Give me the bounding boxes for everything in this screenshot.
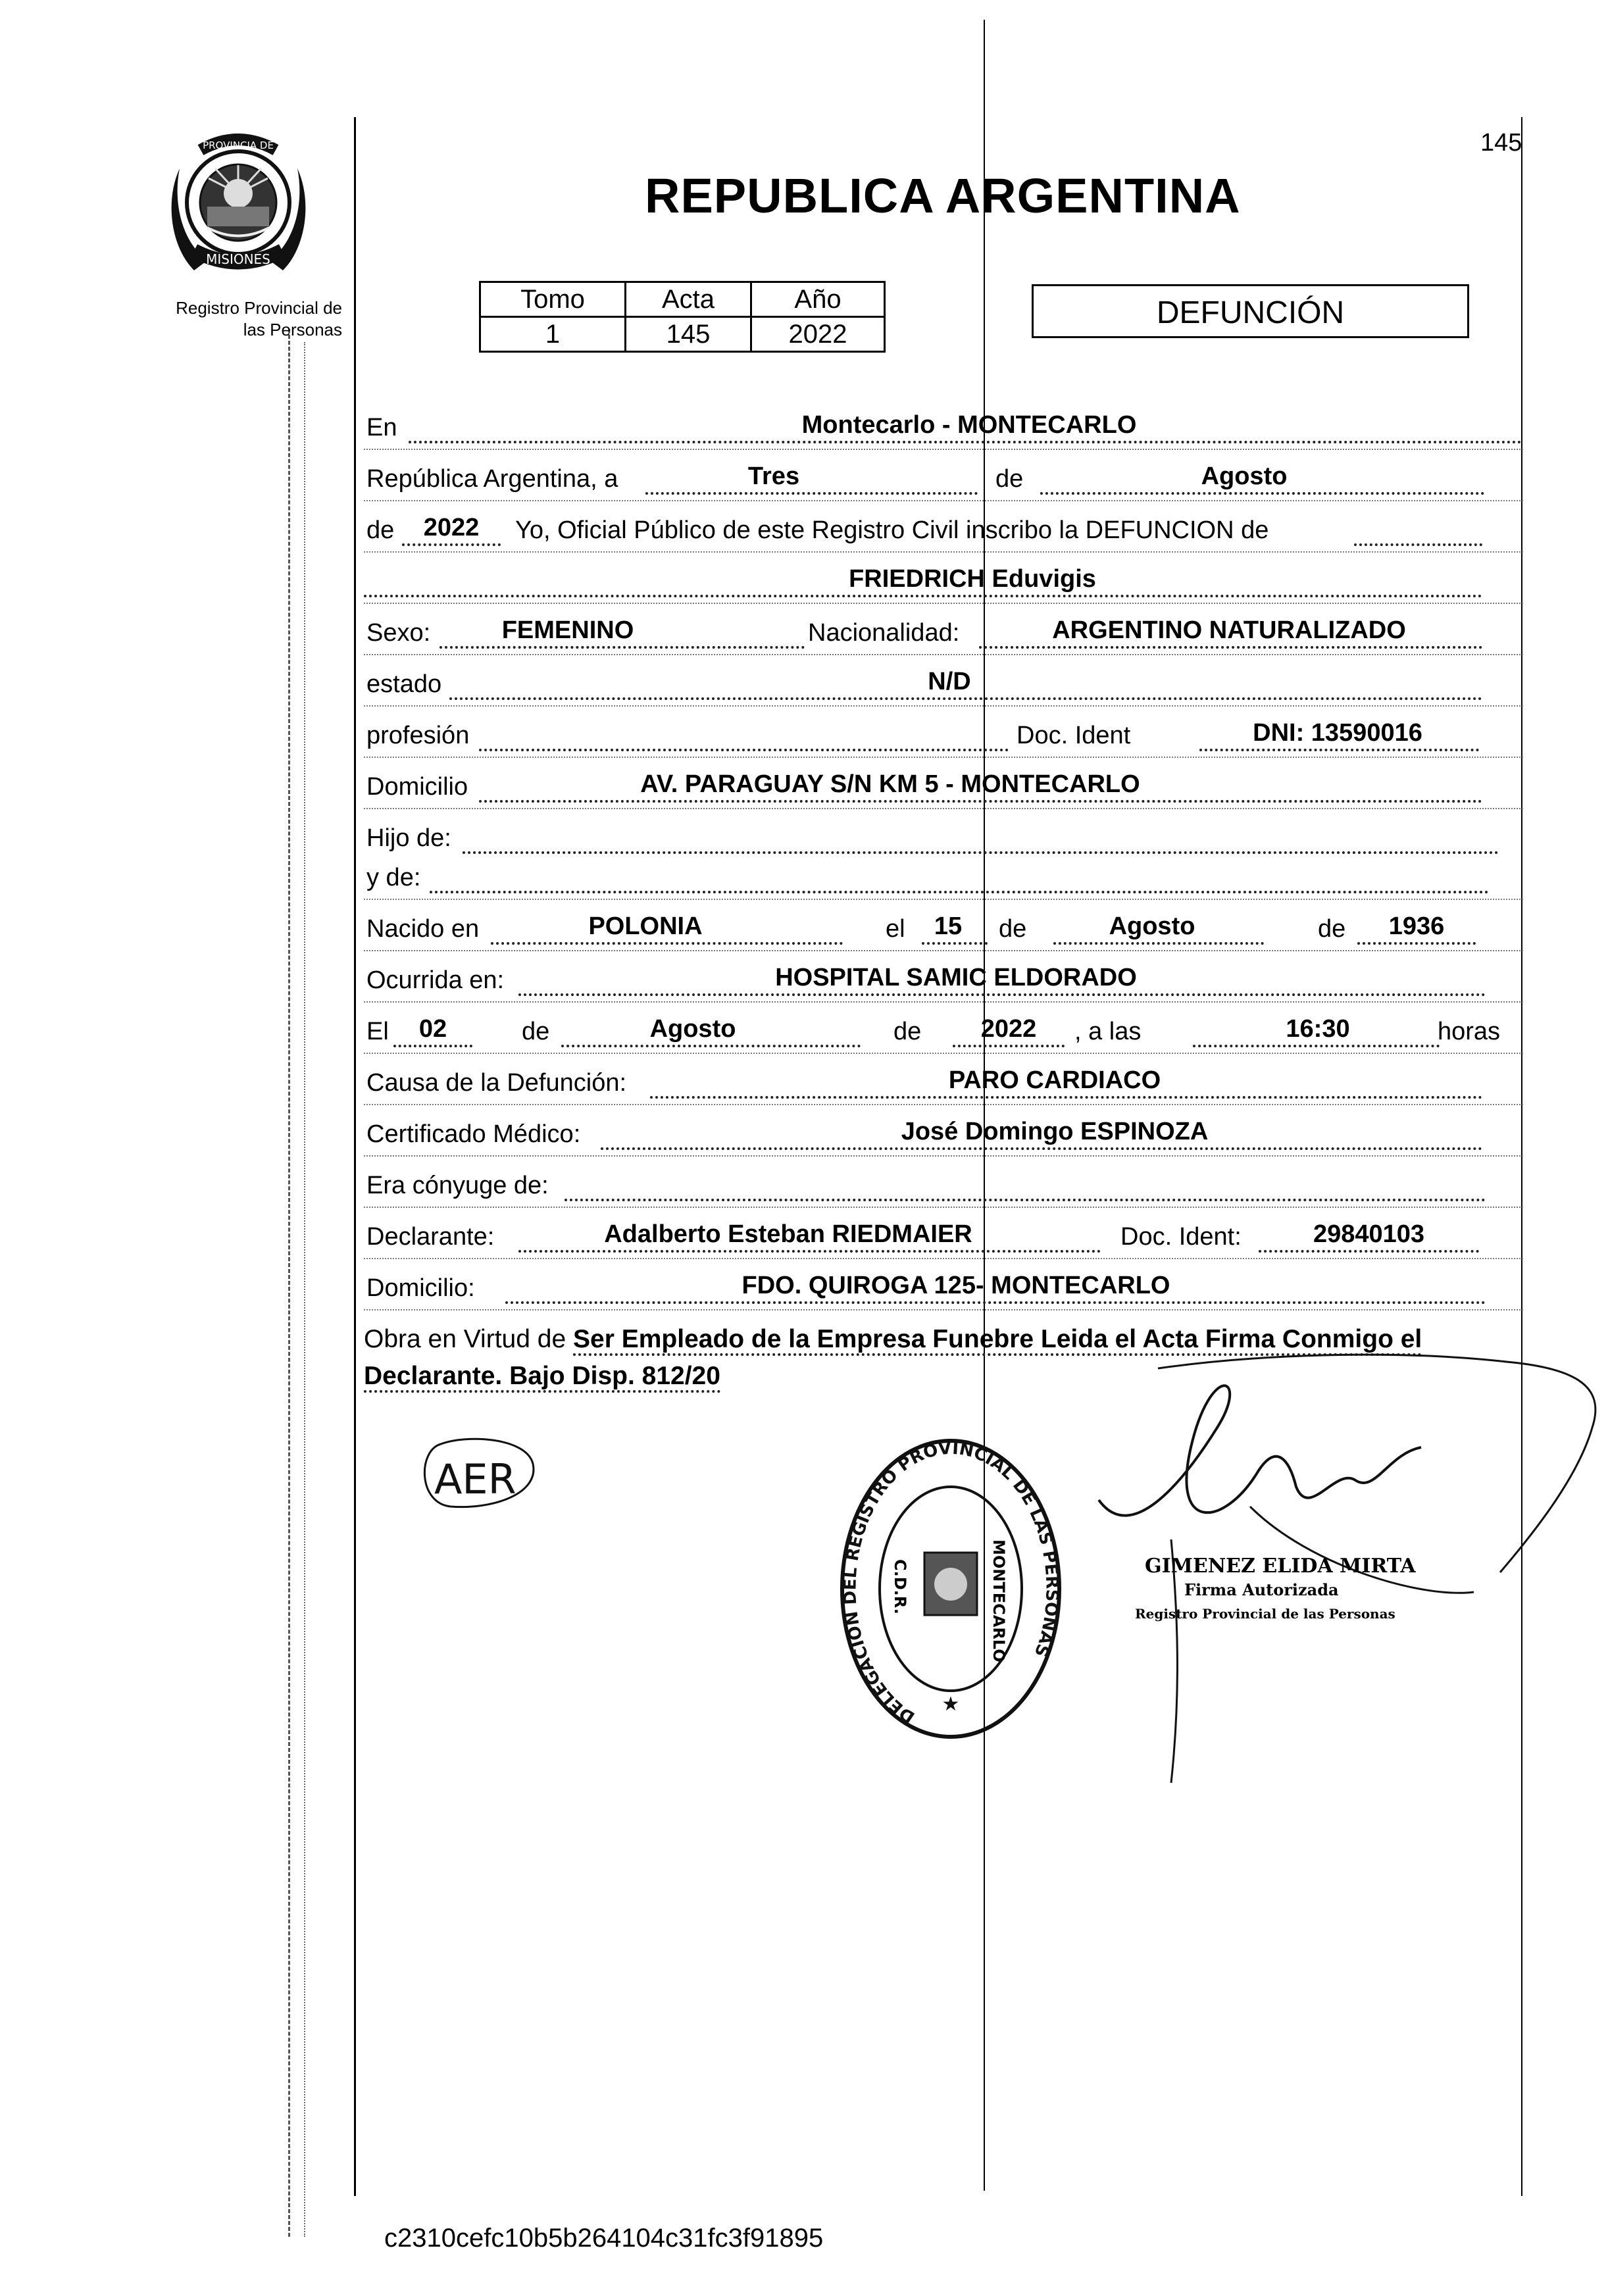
svg-text:DELEGACION DEL REGISTRO PROVIN: DELEGACION DEL REGISTRO PROVINCIAL DE LAS PERSONAS — [840, 1438, 1062, 1728]
birth-day-value: 15 — [934, 912, 963, 940]
row-declarant: Declarante: Adalberto Esteban RIEDMAIER Doc. Ident: 29840103 — [364, 1210, 1523, 1258]
page-number: 145 — [1480, 129, 1522, 157]
row-sex-nationality: Sexo: FEMENINO Nacionalidad: ARGENTINO NATURALIZADO — [364, 607, 1523, 654]
row-cause: Causa de la Defunción: PARO CARDIACO — [364, 1057, 1523, 1104]
year-value: 2022 — [423, 514, 480, 541]
authorized-signature — [1079, 1349, 1605, 1822]
address-value: AV. PARAGUAY S/N KM 5 - MONTECARLO — [640, 770, 1140, 798]
outer-dotted-line — [304, 342, 305, 2237]
civil-status-value: N/D — [928, 668, 971, 695]
place-value: Montecarlo - MONTECARLO — [801, 411, 1137, 439]
row-year: de 2022 Yo, Oficial Público de este Registro Civil inscribo la DEFUNCION de — [364, 504, 1523, 551]
page-title: REPUBLICA ARGENTINA — [645, 168, 1241, 223]
center-fold-line — [984, 20, 985, 2191]
seal-top-text: PROVINCIA DE — [203, 139, 274, 151]
row-declarant-address: Domicilio: FDO. QUIROGA 125- MONTECARLO — [364, 1262, 1523, 1309]
row-spouse: Era cónyuge de: — [364, 1159, 1523, 1207]
signatory-name: GIMENEZ ELIDA MIRTA — [1145, 1555, 1416, 1578]
legal-basis-line1: Ser Empleado de la Empresa Funebre Leida el Acta Firma Conmigo el — [573, 1325, 1422, 1356]
row-mother: y de: — [364, 851, 1523, 899]
birth-year-value: 1936 — [1388, 912, 1445, 940]
row-place: En Montecarlo - MONTECARLO — [364, 401, 1523, 449]
sex-value: FEMENINO — [501, 616, 634, 644]
row-father: Hijo de: — [364, 812, 1523, 859]
cause-value: PARO CARDIACO — [948, 1066, 1161, 1094]
left-margin-line — [354, 117, 356, 2196]
record-table — [479, 281, 886, 353]
row-birth: Nacido en POLONIA el 15 de Agosto de 1936 — [364, 903, 1523, 950]
record-table-header: Tomo Acta Año — [480, 282, 885, 317]
death-day-value: 02 — [418, 1015, 447, 1043]
signatory-role: Firma Autorizada — [1184, 1580, 1339, 1599]
certificate-value: José Domingo ESPINOZA — [901, 1118, 1209, 1145]
declarant-initials — [415, 1431, 546, 1516]
svg-text:★: ★ — [942, 1693, 960, 1715]
document-type-box: DEFUNCIÓN — [1032, 284, 1469, 338]
doc-ident-value: DNI: 13590016 — [1253, 719, 1422, 747]
registry-stamp — [832, 1434, 1069, 1750]
birthplace-value: POLONIA — [588, 912, 703, 940]
occurred-value: HOSPITAL SAMIC ELDORADO — [775, 964, 1137, 991]
birth-month-value: Agosto — [1109, 912, 1195, 940]
seal-bottom-text: MISIONES — [206, 251, 270, 267]
binding-line — [288, 329, 290, 2237]
svg-text:AER: AER — [434, 1455, 516, 1503]
day-value: Tres — [747, 462, 800, 490]
declarant-name-value: Adalberto Esteban RIEDMAIER — [604, 1220, 972, 1248]
row-date: República Argentina, a Tres de Agosto — [364, 453, 1523, 500]
month-value: Agosto — [1201, 462, 1288, 490]
deceased-name: FRIEDRICH Eduvigis — [849, 565, 1096, 593]
row-occurred: Ocurrida en: HOSPITAL SAMIC ELDORADO — [364, 954, 1523, 1001]
provincial-seal — [168, 129, 309, 277]
row-deceased-name — [364, 555, 1523, 603]
declarant-address-value: FDO. QUIROGA 125- MONTECARLO — [741, 1272, 1170, 1299]
row-profession-doc: profesión Doc. Ident DNI: 13590016 — [364, 709, 1523, 757]
svg-text:MONTECARLO: MONTECARLO — [990, 1539, 1008, 1662]
row-certificate: Certificado Médico: José Domingo ESPINOZA — [364, 1108, 1523, 1155]
death-year-value: 2022 — [980, 1015, 1037, 1043]
record-table-values: 1 145 2022 — [480, 317, 885, 352]
row-civil-status: estado N/D — [364, 658, 1523, 705]
row-address: Domicilio AV. PARAGUAY S/N KM 5 - MONTECARLO — [364, 761, 1523, 808]
nationality-value: ARGENTINO NATURALIZADO — [1052, 616, 1406, 644]
registry-caption: Registro Provincial de las Personas — [176, 298, 342, 339]
declarant-doc-value: 29840103 — [1313, 1220, 1425, 1248]
document-hash: c2310cefc10b5b264104c31fc3f91895 — [384, 2224, 824, 2253]
legal-basis-line2: Declarante. Bajo Disp. 812/20 — [364, 1362, 720, 1393]
death-time-value: 16:30 — [1286, 1015, 1350, 1043]
signatory-org: Registro Provincial de las Personas — [1135, 1606, 1395, 1622]
legal-basis-text: Obra en Virtud de Ser Empleado de la Empresa Funebre Leida el Acta Firma Conmigo el Declarante. Bajo Disp. 812/20 — [364, 1321, 1523, 1395]
svg-text:C.D.R.: C.D.R. — [891, 1559, 909, 1614]
death-month-value: Agosto — [649, 1015, 736, 1043]
row-death-date: El 02 de Agosto de 2022 , a las 16:30 horas — [364, 1005, 1523, 1053]
